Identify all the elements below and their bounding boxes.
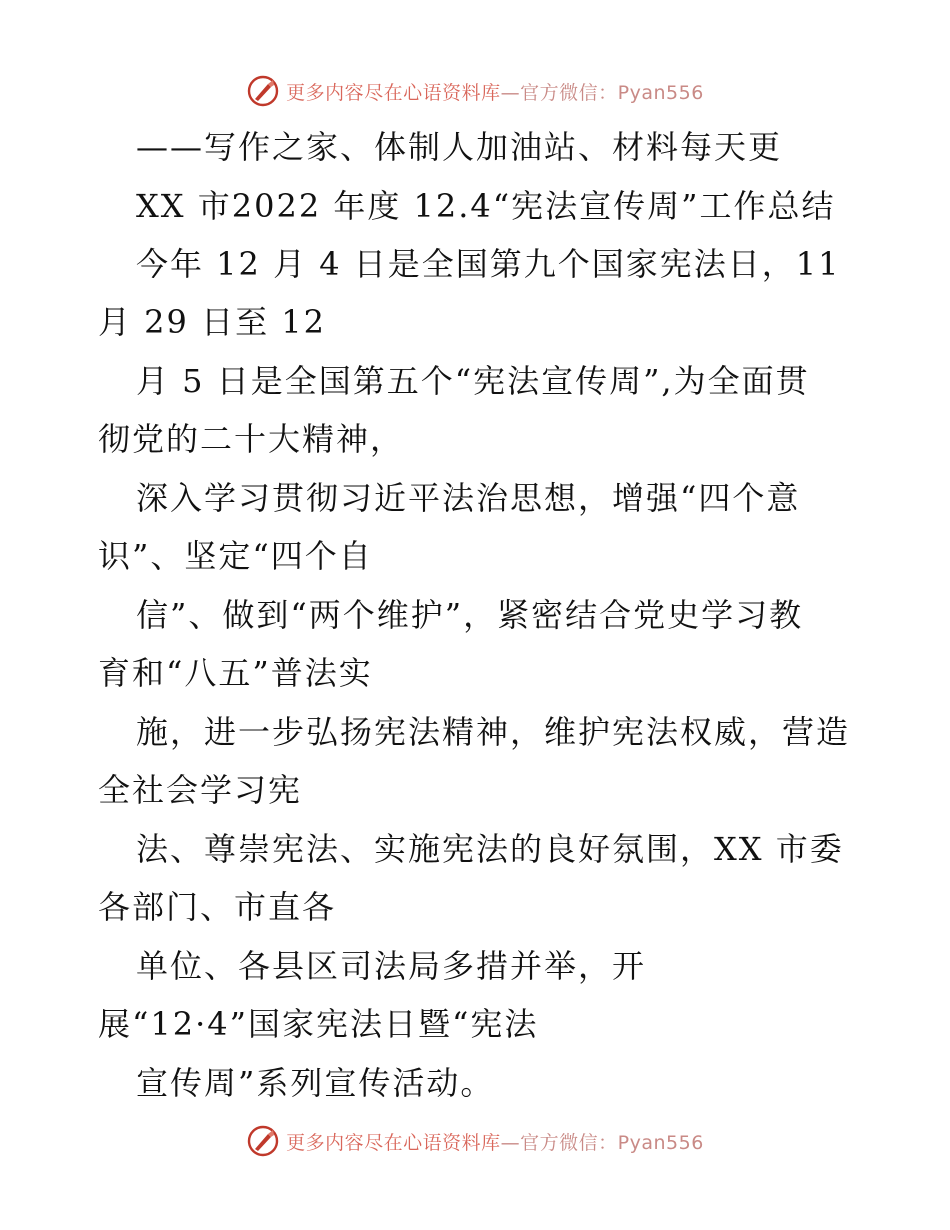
- doc-line-9: 信”、做到“两个维护”，紧密结合党史学习教: [136, 596, 804, 634]
- doc-line-17: 宣传周”系列宣传活动。: [136, 1064, 495, 1102]
- watermark-main-text: 更多内容尽在心语资料库: [286, 81, 501, 104]
- doc-line-12: 全社会学习宪: [98, 771, 303, 809]
- doc-line-11: 施，进一步弘扬宪法精神，维护宪法权威，营造: [136, 713, 851, 751]
- doc-line-15: 单位、各县区司法局多措并举，开: [136, 947, 647, 985]
- doc-line-16: 展“12·4”国家宪法日暨“宪法: [98, 1005, 539, 1043]
- watermark-sub-text: —官方微信：Pyan556: [500, 1131, 704, 1154]
- watermark-main-text: 更多内容尽在心语资料库: [286, 1131, 501, 1154]
- header-watermark: [0, 74, 950, 108]
- doc-title: XX 市2022 年度 12.4“宪法宣传周”工作总结: [136, 187, 836, 225]
- footer-watermark: [0, 1124, 950, 1158]
- doc-line-7: 深入学习贯彻习近平法治思想，增强“四个意: [136, 479, 801, 517]
- doc-line-13: 法、尊崇宪法、实施宪法的良好氛围，XX 市委: [136, 830, 844, 868]
- doc-line-14: 各部门、市直各: [98, 888, 337, 926]
- doc-line-10: 育和“八五”普法实: [98, 654, 373, 692]
- quill-logo-icon: [246, 74, 280, 108]
- doc-line-8: 识”、坚定“四个自: [98, 537, 373, 575]
- doc-line-5: 月 5 日是全国第五个“宪法宣传周”,为全面贯: [136, 362, 810, 400]
- doc-line-3: 今年 12 月 4 日是全国第九个国家宪法日，11: [136, 245, 841, 283]
- watermark-sub-text: —官方微信：Pyan556: [500, 81, 704, 104]
- quill-logo-icon: [246, 1124, 280, 1158]
- doc-line-6: 彻党的二十大精神，: [98, 420, 405, 458]
- doc-line-1: ——写作之家、体制人加油站、材料每天更: [136, 128, 783, 166]
- doc-line-4: 月 29 日至 12: [98, 303, 326, 341]
